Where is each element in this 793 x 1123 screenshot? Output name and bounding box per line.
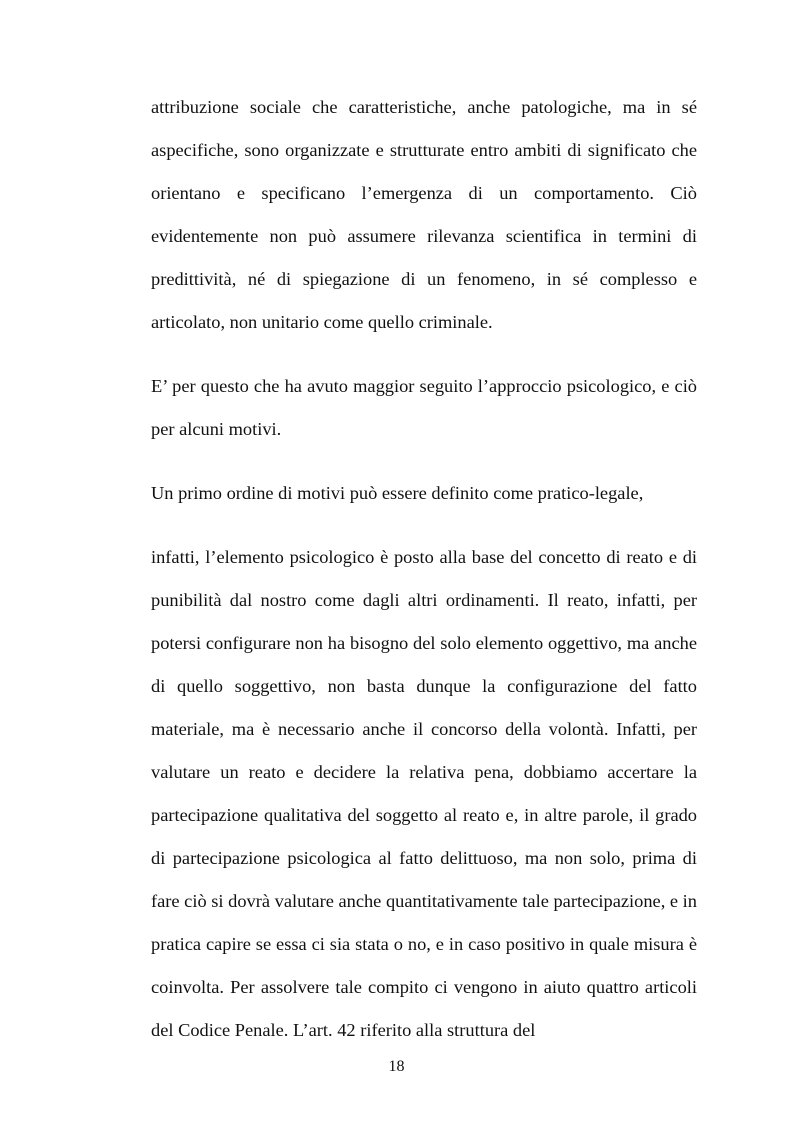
paragraph-1: attribuzione sociale che caratteristiche, anche patologiche, ma in sé aspecifiche, sono organizzate e strutturate entro ambiti di significato che orientano e specificano l’emergenza di un comportamento. Ciò evidentemente non può assumere rilevanza scientifica in termini di predittività, né di spiegazione di un fenomeno, in sé complesso e articolato, non unitario come quello criminale. <box>151 97 697 332</box>
paragraph-2: E’ per questo che ha avuto maggior seguito l’approccio psicologico, e ciò per alcuni motivi. <box>151 376 697 439</box>
paragraph-3: Un primo ordine di motivi può essere definito come pratico-legale, <box>151 483 644 503</box>
page-number: 18 <box>388 1058 405 1075</box>
body-text <box>151 86 697 1052</box>
paragraph-4: infatti, l’elemento psicologico è posto alla base del concetto di reato e di punibilità dal nostro come dagli altri ordinamenti. Il reato, infatti, per potersi configurare non ha bisogno del solo elemento oggettivo, ma anche di quello soggettivo, non basta dunque la configurazione del fatto materiale, ma è necessario anche il concorso della volontà. Infatti, per valutare un reato e decidere la relativa pena, dobbiamo accertare la partecipazione qualitativa del soggetto al reato e, in altre parole, il grado di partecipazione psicologica al fatto delittuoso, ma non solo, prima di fare ciò si dovrà valutare anche quantitativamente tale partecipazione, e in pratica capire se essa ci sia stata o no, e in caso positivo in quale misura è coinvolta. Per assolvere tale compito ci vengono in aiuto quattro articoli del Codice Penale. L’art. 42 riferito alla struttura del <box>151 547 697 1040</box>
